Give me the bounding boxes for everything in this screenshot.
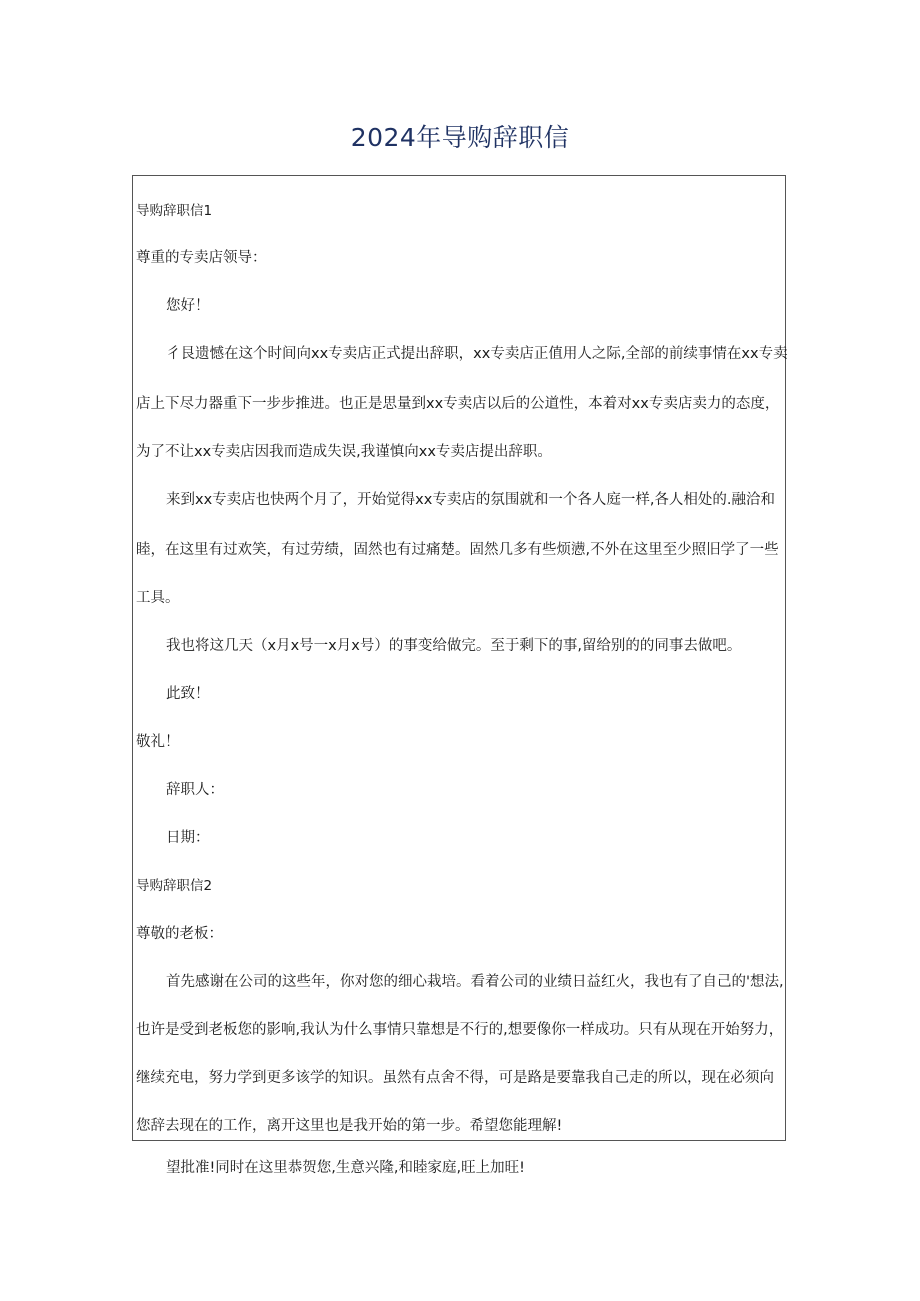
letter2-paragraph1-line4: 您辞去现在的工作，离开这里也是我开始的第一步。希望您能理解!: [136, 1118, 563, 1134]
letter2-salutation: 尊敬的老板：: [136, 926, 223, 942]
letter1-heading: 导购辞职信1: [136, 203, 213, 219]
letter1-date: 日期：: [166, 830, 210, 846]
letter1-signer: 辞职人：: [166, 782, 224, 798]
letter1-paragraph2-line1: 来到xx专卖店也快两个月了，开始觉得xx专卖店的氛围就和一个各人庭一样,各人相处的.融洽和: [166, 492, 776, 508]
letter2-paragraph1-line2: 也许是受到老板您的影响,我认为什么事情只靠想是不行的,想要像你一样成功。只有从现在开始努力，: [136, 1022, 784, 1038]
letter1-paragraph1-line3: 为了不让xx专卖店因我而造成失误,我谨慎向xx专卖店提出辞职。: [136, 444, 552, 460]
letter2-final-line: 望批准!同时在这里恭贺您,生意兴隆,和睦家庭,旺上加旺!: [166, 1160, 525, 1176]
letter1-paragraph1-line1: 彳艮遗憾在这个时间向xx专卖店正式提出辞职，xx专卖店正值用人之际,全部的前续事情在xx专卖: [166, 346, 788, 362]
letter1-closing2: 敬礼！: [136, 734, 180, 750]
letter1-greeting: 您好！: [166, 298, 210, 314]
letter2-heading: 导购辞职信2: [136, 878, 213, 894]
letter1-salutation: 尊重的专卖店领导：: [136, 250, 267, 266]
letter1-paragraph2-line3: 工具。: [136, 590, 180, 606]
letter-content-box: [132, 175, 786, 1141]
letter1-closing1: 此致！: [166, 686, 210, 702]
letter1-paragraph2-line2: 睦，在这里有过欢笑，有过劳绩，固然也有过痛楚。固然几多有些烦懑,不外在这里至少照旧学了一些: [136, 542, 779, 558]
letter2-paragraph1-line1: 首先感谢在公司的这些年，你对您的细心栽培。看着公司的业绩日益红火，我也有了自己的'想法,: [166, 974, 784, 990]
letter2-paragraph1-line3: 继续充电，努力学到更多该学的知识。虽然有点舍不得，可是路是要靠我自己走的所以，现在必须向: [136, 1070, 774, 1086]
letter1-paragraph3: 我也将这几天（x月x号一x月x号）的事变给做完。至于剩下的事,留给别的的同事去做吧。: [166, 638, 742, 654]
letter1-paragraph1-line2: 店上下尽力器重下一步步推进。也正是思量到xx专卖店以后的公道性，本着对xx专卖店卖力的态度，: [136, 396, 780, 412]
document-title: 2024年导购辞职信: [350, 123, 570, 152]
